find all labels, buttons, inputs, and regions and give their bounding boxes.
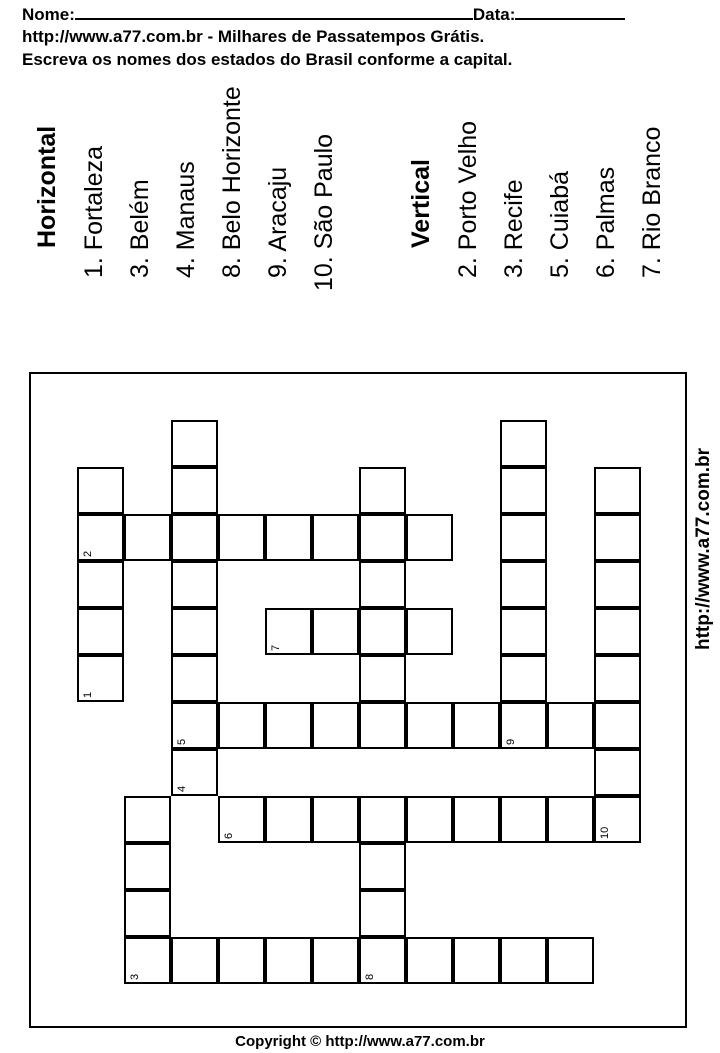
grid-cell[interactable] (171, 608, 218, 655)
grid-cell[interactable] (594, 561, 641, 608)
grid-cell[interactable] (77, 608, 124, 655)
clue-h10: 10. São Paulo (310, 133, 338, 291)
name-field[interactable] (75, 4, 473, 20)
copyright: Copyright © http://www.a77.com.br (235, 1033, 485, 1050)
grid-cell[interactable] (547, 937, 594, 984)
grid-cell[interactable] (594, 702, 641, 749)
grid-cell[interactable] (406, 608, 453, 655)
clue-v2: 2. Porto Velho (454, 120, 482, 278)
grid-cell[interactable] (359, 655, 406, 702)
clue-h8: 8. Belo Horizonte (218, 86, 246, 278)
grid-cell[interactable] (171, 561, 218, 608)
vertical-title: Vertical (407, 159, 435, 248)
clue-number: 1 (82, 691, 94, 698)
grid-cell[interactable] (218, 702, 265, 749)
clue-v3: 3. Recife (500, 179, 528, 278)
grid-cell[interactable] (500, 467, 547, 514)
grid-cell[interactable] (171, 467, 218, 514)
clue-number: 7 (270, 644, 282, 651)
grid-cell[interactable] (171, 514, 218, 561)
grid-cell[interactable] (500, 420, 547, 467)
date-field[interactable] (515, 4, 625, 20)
grid-cell[interactable] (406, 702, 453, 749)
grid-cell[interactable] (218, 937, 265, 984)
grid-cell[interactable] (312, 796, 359, 843)
clue-number: 10 (599, 826, 611, 839)
grid-cell[interactable] (265, 937, 312, 984)
grid-cell[interactable] (500, 561, 547, 608)
grid-cell[interactable] (500, 937, 547, 984)
grid-cell[interactable] (547, 702, 594, 749)
grid-cell[interactable] (453, 796, 500, 843)
grid-cell[interactable] (359, 843, 406, 890)
grid-cell[interactable] (218, 514, 265, 561)
clue-number: 5 (176, 738, 188, 745)
grid-cell[interactable] (359, 890, 406, 937)
grid-cell[interactable] (77, 467, 124, 514)
grid-cell[interactable] (265, 702, 312, 749)
grid-cell[interactable] (594, 467, 641, 514)
grid-cell[interactable] (124, 514, 171, 561)
grid-cell[interactable] (312, 937, 359, 984)
site-line: http://www.a77.com.br - Milhares de Passatempos Grátis. (22, 27, 485, 46)
grid-cell[interactable] (124, 796, 171, 843)
clue-number: 4 (176, 785, 188, 792)
clue-h3: 3. Belém (126, 179, 154, 278)
grid-cell[interactable] (500, 655, 547, 702)
grid-cell[interactable] (359, 467, 406, 514)
grid-cell[interactable] (500, 796, 547, 843)
grid-cell[interactable] (312, 608, 359, 655)
grid-cell[interactable] (312, 702, 359, 749)
horizontal-title: Horizontal (33, 125, 61, 248)
date-label: Data: (472, 5, 516, 24)
grid-cell[interactable] (359, 796, 406, 843)
name-label: Nome: (22, 5, 75, 24)
grid-cell[interactable] (359, 608, 406, 655)
grid-cell[interactable] (406, 937, 453, 984)
grid-cell[interactable] (547, 796, 594, 843)
grid-cell[interactable] (406, 514, 453, 561)
clue-v5: 5. Cuiabá (546, 170, 574, 278)
clue-number: 6 (223, 832, 235, 839)
side-url: http://www.a77.com.br (693, 448, 714, 650)
clue-h1: 1. Fortaleza (80, 145, 108, 278)
grid-cell[interactable] (171, 420, 218, 467)
name-date-line (22, 4, 625, 25)
grid-cell[interactable] (312, 514, 359, 561)
grid-cell[interactable] (124, 843, 171, 890)
clue-number: 3 (129, 973, 141, 980)
instructions: Escreva os nomes dos estados do Brasil conforme a capital. (22, 50, 513, 69)
grid-cell[interactable] (171, 937, 218, 984)
grid-cell[interactable] (359, 702, 406, 749)
clue-number: 9 (505, 738, 517, 745)
clue-number: 2 (82, 550, 94, 557)
clue-number: 8 (364, 973, 376, 980)
clue-v7: 7. Rio Branco (638, 126, 666, 278)
grid-cell[interactable] (406, 796, 453, 843)
grid-cell[interactable] (594, 608, 641, 655)
grid-cell[interactable] (359, 514, 406, 561)
clue-v6: 6. Palmas (592, 166, 620, 278)
grid-cell[interactable] (594, 655, 641, 702)
grid-cell[interactable] (171, 655, 218, 702)
grid-cell[interactable] (453, 937, 500, 984)
grid-cell[interactable] (500, 514, 547, 561)
grid-cell[interactable] (500, 608, 547, 655)
clue-h9: 9. Aracaju (264, 166, 292, 278)
grid-cell[interactable] (265, 514, 312, 561)
grid-cell[interactable] (265, 796, 312, 843)
clue-h4: 4. Manaus (172, 161, 200, 278)
grid-cell[interactable] (453, 702, 500, 749)
grid-cell[interactable] (594, 514, 641, 561)
grid-cell[interactable] (124, 890, 171, 937)
grid-cell[interactable] (77, 561, 124, 608)
grid-cell[interactable] (594, 749, 641, 796)
grid-cell[interactable] (359, 561, 406, 608)
